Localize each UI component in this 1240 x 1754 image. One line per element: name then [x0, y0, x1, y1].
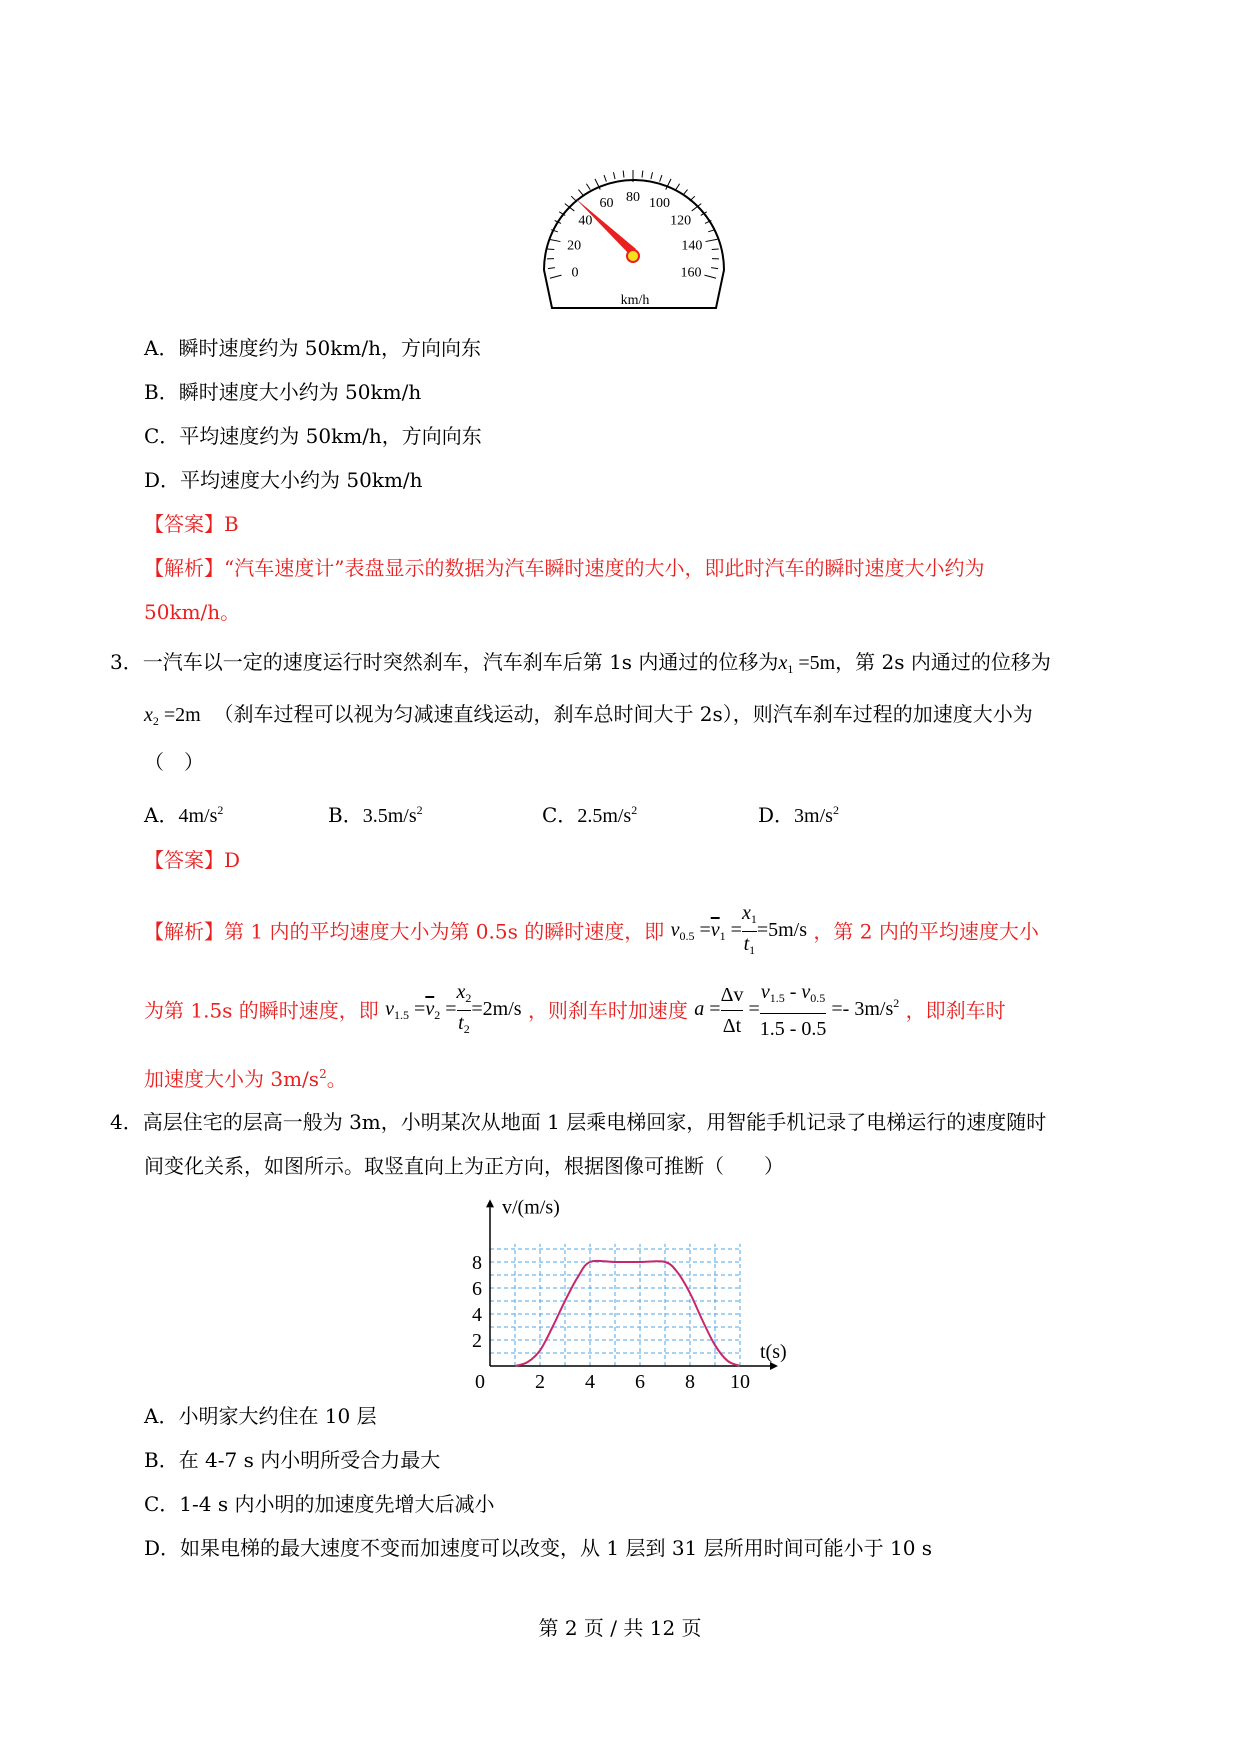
q3-stem-line2 — [144, 700, 1033, 735]
v1bar-sub: 1 — [719, 929, 726, 944]
vdiff-v1: v — [760, 981, 770, 1003]
vdiff-mid: - v — [784, 981, 811, 1003]
x-tick-label: 10 — [730, 1371, 750, 1393]
speedometer-tick — [711, 268, 718, 269]
q2-answer: 【答案】B — [144, 512, 239, 536]
x2-value: =2m — [158, 704, 201, 726]
q3-option-c-sup: 2 — [631, 803, 638, 817]
velocity-series-line — [515, 1261, 740, 1366]
speedometer-label: 100 — [649, 196, 671, 212]
x1-value: =5m — [793, 652, 836, 674]
speedometer-tick — [586, 184, 590, 190]
q3-option-a-sup: 2 — [217, 803, 224, 817]
speedometer-tick — [712, 249, 719, 250]
speedometer-tick — [660, 175, 662, 182]
speedometer-tick — [706, 239, 718, 241]
q2-option-d: D．平均速度大小约为 50km/h — [144, 468, 423, 492]
q3-option-b-label: B． — [328, 803, 363, 827]
v2bar-sub: 2 — [434, 1008, 441, 1023]
q3-option-a-value: 4m/s — [178, 805, 218, 827]
y-tick-label: 6 — [472, 1278, 482, 1300]
q3-stem-c: （刹车过程可以视为匀减速直线运动，刹车总时间大于 2s），则汽车刹车过程的加速度大小为 — [213, 702, 1033, 726]
speedometer-label: 40 — [578, 213, 593, 229]
speedometer-label: 80 — [626, 190, 640, 205]
q4-option-d: D．如果电梯的最大速度不变而加速度可以改变，从 1 层到 31 层所用时间可能小于 10 s — [144, 1536, 933, 1560]
q3-analysis-l2-text-c: ，即刹车时 — [905, 998, 1006, 1023]
frac-den-var: t — [743, 933, 750, 955]
q3-analysis-l1-formula: $v_{0.5} =\overline{v}_1$ = $\frac{x_1}{t_1}$ =5m/s — [671, 919, 807, 941]
q3-analysis-l3-sup: 2 — [319, 1067, 327, 1081]
result-accel-sup: 2 — [893, 996, 900, 1011]
speedometer-hub — [627, 250, 639, 262]
q3-analysis-l2-formula1: $v_{1.5} =\overline{v}_2$ = $\frac{x_2}{t_2}$ =2m/s — [385, 998, 521, 1020]
speedometer-tick — [547, 249, 554, 250]
q2-analysis-line2: 50km/h。 — [144, 600, 241, 624]
speedometer-tick — [550, 275, 562, 278]
v05-sub: 0.5 — [679, 929, 695, 944]
speedometer-tick — [676, 184, 680, 190]
page-number-footer: 第 2 页 / 共 12 页 — [538, 1616, 702, 1640]
q3-analysis-l2-formula2: a = $\frac{\Delta v}{\Delta t}$ = $\frac{v_{1.5} - v_{0.5}}{1.5 - 0.5}$ =- $3m/s^2$ — [694, 998, 899, 1020]
speedometer-tick — [623, 171, 624, 178]
x-tick-label: 8 — [685, 1371, 695, 1393]
x1-sub: 1 — [787, 662, 794, 676]
x2-over-t2 — [457, 981, 472, 1040]
speedometer-label: 140 — [681, 238, 703, 254]
dv: Δv — [720, 984, 744, 1006]
q3-analysis-line3 — [144, 1060, 347, 1093]
x-tick-label: 4 — [585, 1371, 595, 1393]
q3-stem-paren: （ ） — [144, 750, 204, 774]
result-5ms: =5m/s — [756, 919, 808, 942]
q3-option-c-value: 2.5m/s — [577, 805, 632, 827]
q3-stem-b: ，第 2s 内通过的位移为 — [835, 650, 1051, 674]
chart-tick-labels — [472, 1252, 750, 1393]
q3-option-b-value: 3.5m/s — [362, 805, 417, 827]
speedometer-tick — [578, 190, 582, 195]
q3-analysis-l1-text-b: ，第 2 内的平均速度大小 — [813, 919, 1039, 944]
x-axis-arrow — [770, 1362, 778, 1370]
q4-stem-line1: 4．高层住宅的层高一般为 3m，小明某次从地面 1 层乘电梯回家，用智能手机记录了电梯运行的速度随时 — [110, 1110, 1047, 1134]
dv-over-dt — [721, 981, 744, 1040]
q3-analysis-line2 — [144, 978, 1006, 1040]
q3-stem-line1 — [110, 648, 1051, 683]
q3-option-b-sup: 2 — [416, 803, 423, 817]
x-tick-label: 2 — [535, 1371, 545, 1393]
q4-stem-line2: 间变化关系，如图所示。取竖直向上为正方向，根据图像可推断（ ） — [144, 1154, 784, 1178]
q3-answer: 【答案】D — [144, 848, 241, 872]
dt: Δt — [722, 1015, 742, 1037]
speedometer-label: 0 — [571, 265, 579, 281]
frac2-num-var: x — [456, 981, 466, 1003]
speedometer-figure — [540, 158, 730, 328]
q2-analysis-line1: 【解析】“汽车速度计”表盘显示的数据为汽车瞬时速度的大小，即此时汽车的瞬时速度大小约为 — [144, 556, 985, 580]
v05-var: v — [670, 919, 680, 942]
q4-option-b: B．在 4-7 s 内小明所受合力最大 — [144, 1448, 441, 1472]
speedometer-tick — [642, 171, 643, 178]
speedometer-unit-label: km/h — [620, 293, 650, 308]
q2-option-b: B．瞬时速度大小约为 50km/h — [144, 380, 422, 404]
x1-var: x — [778, 652, 788, 674]
q3-analysis-line1 — [144, 902, 1039, 962]
y-tick-label: 2 — [472, 1330, 482, 1352]
q3-option-b — [328, 796, 423, 830]
x1-over-t1 — [742, 902, 757, 961]
frac-num-var: x — [741, 902, 751, 924]
q3-option-a-label: A． — [144, 803, 179, 827]
frac2-den-sub: 2 — [463, 1022, 470, 1036]
x-tick-label: 0 — [475, 1371, 485, 1393]
speedometer-tick — [571, 196, 576, 201]
q3-analysis-l1-text: 【解析】第 1 内的平均速度大小为第 0.5s 的瞬时速度，即 — [144, 919, 665, 944]
velocity-diff-fraction — [760, 978, 827, 1043]
y-axis-arrow — [486, 1199, 494, 1207]
eq-sign: = — [694, 919, 711, 942]
frac2-num-sub: 2 — [465, 991, 472, 1005]
q4-option-c: C．1-4 s 内小明的加速度先增大后减小 — [144, 1492, 495, 1516]
tdiff: 1.5 - 0.5 — [759, 1018, 827, 1040]
v15-var: v — [385, 998, 395, 1021]
x2-sub: 2 — [152, 714, 159, 728]
vdiff-sub2: 0.5 — [810, 991, 826, 1005]
speedometer-tick — [548, 268, 555, 269]
chart-y-axis-label: v/(m/s) — [502, 1196, 560, 1219]
speedometer-tick — [651, 172, 653, 179]
frac-den-sub: 1 — [749, 943, 756, 957]
frac-num-sub: 1 — [750, 912, 757, 926]
chart-axes — [486, 1199, 778, 1370]
q3-option-c — [542, 796, 637, 830]
q2-option-c: C．平均速度约为 50km/h，方向向东 — [144, 424, 482, 448]
speedometer-tick — [708, 230, 715, 232]
speedometer-label: 120 — [670, 213, 692, 229]
q3-option-d — [758, 796, 839, 830]
q3-analysis-l3-text: 加速度大小为 3m/s — [144, 1067, 320, 1091]
speedometer-tick — [549, 239, 561, 241]
q3-option-d-value: 3m/s — [794, 805, 833, 827]
velocity-time-chart — [460, 1188, 800, 1398]
speedometer-tick — [604, 175, 606, 182]
speedometer-label: 160 — [680, 265, 702, 281]
q3-option-d-label: D． — [758, 803, 795, 827]
v15-sub: 1.5 — [394, 1008, 410, 1023]
v2bar-var: $\overline{v}$ — [425, 998, 435, 1021]
vdiff-sub1: 1.5 — [769, 991, 785, 1005]
speedometer-label: 60 — [599, 196, 614, 212]
result-2ms: =2m/s — [471, 998, 522, 1021]
speedometer-tick — [613, 172, 615, 179]
y-tick-label: 8 — [472, 1252, 482, 1274]
q3-analysis-l2-text-b: ，则刹车时加速度 — [527, 998, 688, 1023]
speedometer-scale-labels — [567, 190, 702, 281]
q2-option-a: A．瞬时速度约为 50km/h，方向向东 — [144, 336, 481, 360]
q3-option-d-sup: 2 — [832, 803, 839, 817]
speedometer-tick — [704, 275, 716, 278]
q3-option-c-label: C． — [542, 803, 578, 827]
x-tick-label: 6 — [635, 1371, 645, 1393]
y-tick-label: 4 — [472, 1304, 482, 1326]
speedometer-label: 20 — [567, 238, 582, 254]
v1bar-var: $\overline{v}$ — [710, 919, 720, 942]
frac2-den-var: t — [458, 1012, 464, 1034]
q3-option-a — [144, 796, 223, 830]
a-var: a — [694, 998, 705, 1021]
q3-analysis-l2-text: 为第 1.5s 的瞬时速度，即 — [144, 998, 379, 1023]
x2-var: x — [144, 704, 153, 726]
chart-x-axis-label: t(s) — [760, 1341, 787, 1363]
q4-option-a: A．小明家大约住在 10 层 — [144, 1404, 377, 1428]
result-accel: =- 3m/s — [831, 998, 894, 1021]
q3-stem-a: 3．一汽车以一定的速度运行时突然刹车，汽车刹车后第 1s 内通过的位移为 — [110, 650, 779, 674]
q3-analysis-l3-end: 。 — [326, 1067, 347, 1091]
speedometer-tick — [683, 190, 687, 195]
